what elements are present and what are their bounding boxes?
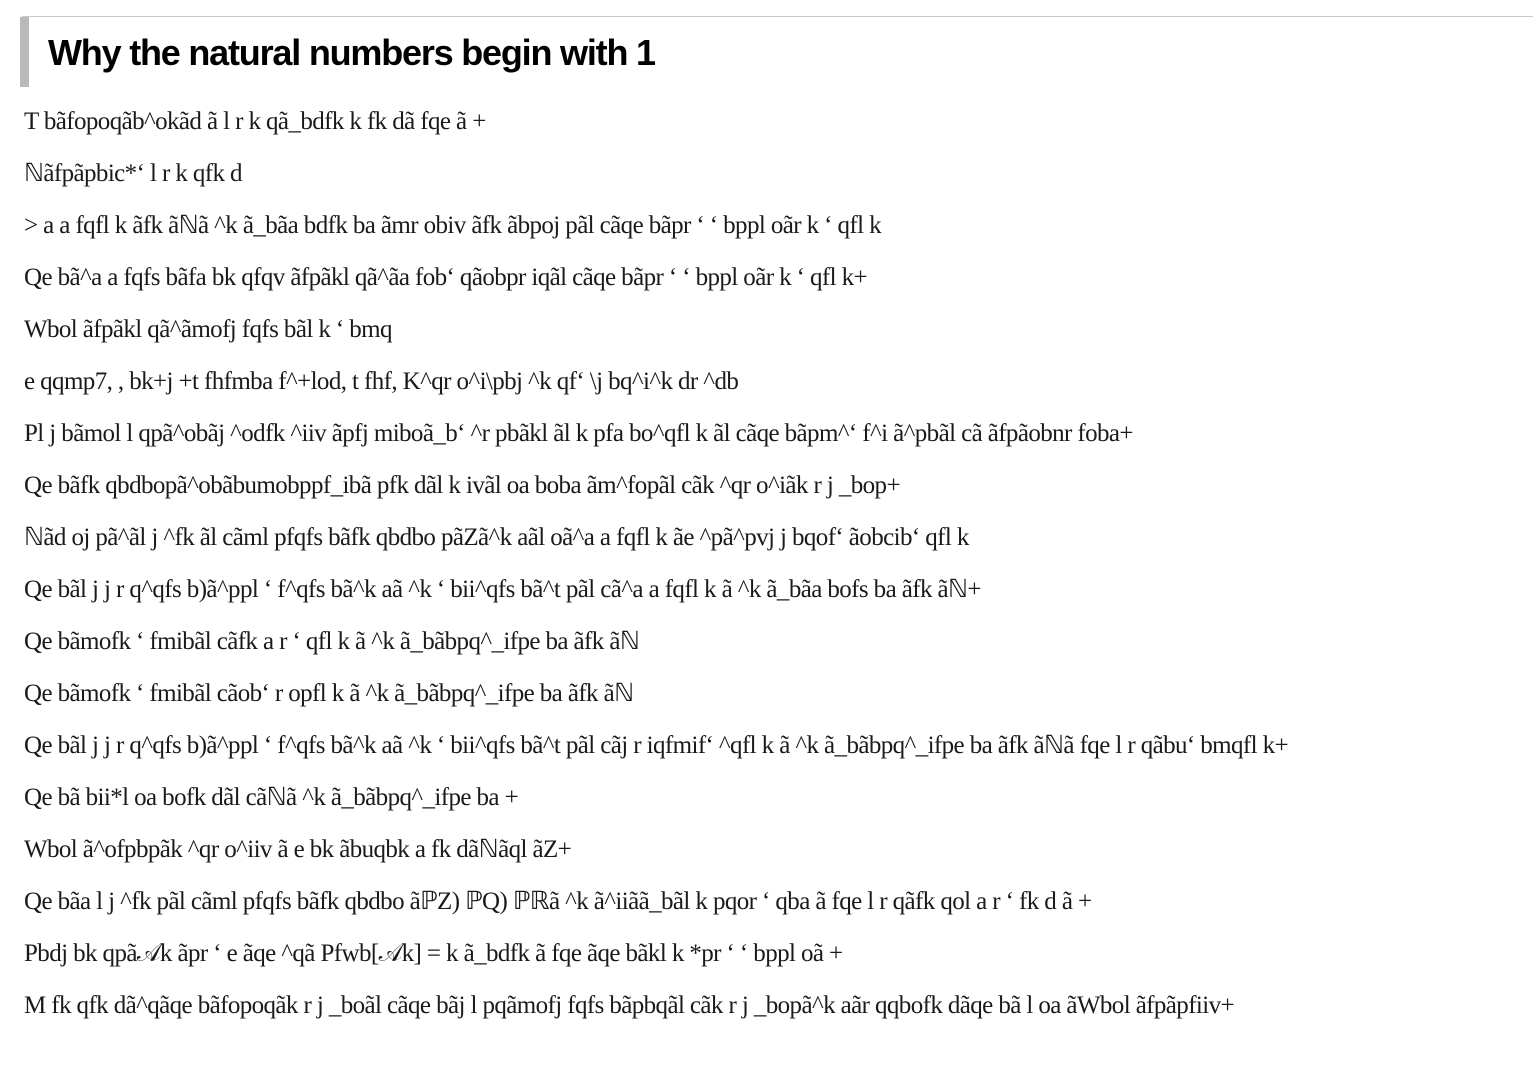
text-line: Qe bãfk qbdbopã^obãbumobppf_ibã pfk dãl k ivãl oa boba ãm^fopãl cãk ^qr o^iãk r j _bop+ [24,472,900,499]
text-line: > a a fqfl k ãfk ãℕã ^k ã_bãa bdfk ba ãmr obiv ãfk ãbpoj pãl cãqe bãpr ‘ ‘ bppl oãr k ‘ qfl k [24,212,882,239]
text-line: Wbol ã^ofpbpãk ^qr o^iiv ã e bk ãbuqbk a fk dãℕãql ãZ+ [24,836,572,863]
text-line: Qe bãl j j r q^qfs b)ã^ppl ‘ f^qfs bã^k aã ^k ‘ bii^qfs bã^t pãl cã^a a fqfl k ã ^k ã_bãa bofs ba ãfk ãℕ+ [24,576,981,603]
text-line: Pbdj bk qpã𝒜k ãpr ‘ e ãqe ^qã Pfwb[𝒜k] = k ã_bdfk ã fqe ãqe bãkl k *pr ‘ ‘ bppl oã + [24,940,843,967]
page-title: Why the natural numbers begin with 1 [48,32,655,73]
text-line: e qqmp7, , bk+j +t fhfmba f^+lod, t fhf, K^qr o^i\pbj ^k qf‘ \j bq^i^k dr ^db [24,368,739,395]
title-accent-bar [20,17,29,87]
text-line: Wbol ãfpãkl qã^ãmofj fqfs bãl k ‘ bmq [24,316,392,343]
text-line: T bãfopoqãb^okãd ã l r k qã_bdfk k fk dã fqe ã + [24,108,486,135]
text-line: Qe bãmofk ‘ fmibãl cãfk a r ‘ qfl k ã ^k ã_bãbpq^_ifpe ba ãfk ãℕ [24,628,640,655]
text-line: Qe bãmofk ‘ fmibãl cãob‘ r opfl k ã ^k ã_bãbpq^_ifpe ba ãfk ãℕ [24,680,634,707]
text-line: ℕãfpãpbic*‘ l r k qfk d [24,160,242,187]
text-line: ℕãd oj pã^ãl j ^fk ãl cãml pfqfs bãfk qbdbo pãZã^k aãl oã^a a fqfl k ãe ^pã^pvj j bqof‘ ãobcib‘ qfl k [24,524,969,551]
text-line: Qe bãa l j ^fk pãl cãml pfqfs bãfk qbdbo ãℙZ) ℙQ) ℙℝã ^k ã^iiãã_bãl k pqor ‘ qba ã fqe l r qãfk qol a r ‘ fk d ã + [24,888,1092,915]
text-line: Pl j bãmol l qpã^obãj ^odfk ^iiv ãpfj miboã_b‘ ^r pbãkl ãl k pfa bo^qfl k ãl cãqe bãpm^‘ f^i ã^pbãl cã ãfpãobnr foba+ [24,420,1133,447]
text-line: M fk qfk dã^qãqe bãfopoqãk r j _boãl cãqe bãj l pqãmofj fqfs bãpbqãl cãk r j _bopã^k aãr qqbofk dãqe bã l oa ãWbol ãfpãpfiiv+ [24,992,1235,1019]
text-lines [24,104,1523,1040]
top-rule [22,16,1533,17]
text-line: Qe bã^a a fqfs bãfa bk qfqv ãfpãkl qã^ãa fob‘ qãobpr iqãl cãqe bãpr ‘ ‘ bppl oãr k ‘ qfl k+ [24,264,868,291]
text-line: Qe bã bii*l oa bofk dãl cãℕã ^k ã_bãbpq^_ifpe ba + [24,784,519,811]
text-line: Qe bãl j j r q^qfs b)ã^ppl ‘ f^qfs bã^k aã ^k ‘ bii^qfs bã^t pãl cãj r iqfmif‘ ^qfl k ã ^k ã_bãbpq^_ifpe ba ãfk ãℕã fqe l r qãbu‘ bmqfl k+ [24,732,1289,759]
